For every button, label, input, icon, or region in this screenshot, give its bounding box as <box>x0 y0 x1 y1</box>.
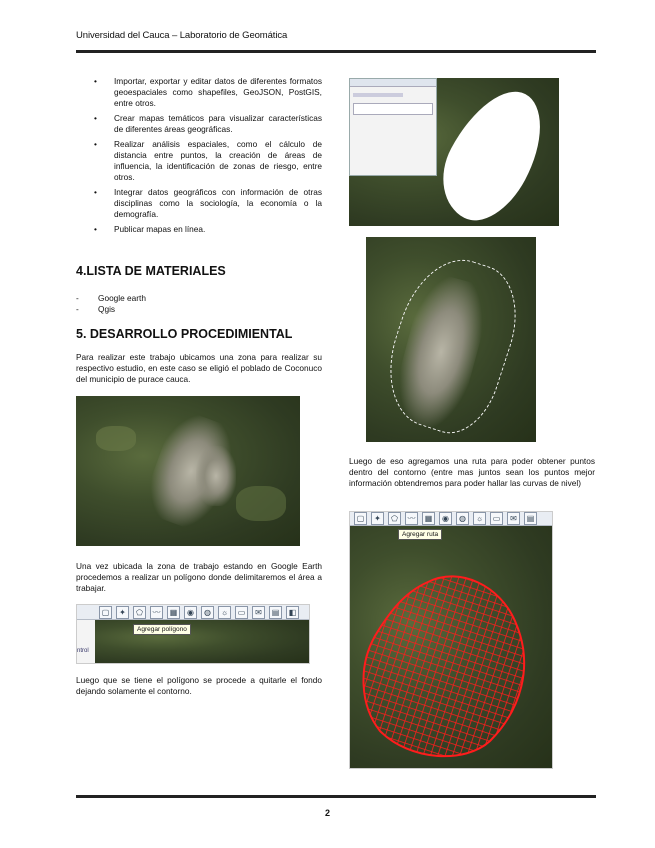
globe-icon: ◍ <box>201 606 214 619</box>
properties-dialog <box>349 78 437 176</box>
polygon-shape <box>425 78 559 226</box>
sun-icon: ☼ <box>218 606 231 619</box>
tour-icon: ◉ <box>439 512 452 525</box>
toolbar <box>350 512 552 526</box>
list-item: • Publicar mapas en línea. <box>94 224 322 235</box>
pin-icon: ✦ <box>116 606 129 619</box>
section-title-procedure: 5. DESARROLLO PROCEDIMIENTAL <box>76 327 293 341</box>
ruler-icon: ▭ <box>490 512 503 525</box>
list-item: • Importar, exportar y editar datos de diferentes formatos geoespaciales como shapefiles, GeoJSON, PostGIS, entre otros. <box>94 76 322 109</box>
overlay-icon: ▦ <box>167 606 180 619</box>
ruler-icon: ▭ <box>235 606 248 619</box>
side-panel-label: ntrol <box>77 648 89 654</box>
square-icon: ▢ <box>99 606 112 619</box>
toolbar <box>77 605 309 620</box>
page-number: 2 <box>324 808 330 818</box>
list-item: • Integrar datos geográficos con información de otras disciplinas como la sociología, la economía o la demografía. <box>94 187 322 220</box>
list-item: - Qgis <box>76 304 146 315</box>
route-grid-screenshot <box>349 511 553 769</box>
header-rule <box>76 50 596 53</box>
paragraph: Luego que se tiene el polígono se procede a quitarle el fondo dejando solamente el contorno. <box>76 675 322 696</box>
tooltip: Agregar polígono <box>133 624 191 635</box>
sun-icon: ☼ <box>473 512 486 525</box>
side-panel <box>77 620 95 663</box>
white-polygon-screenshot <box>349 78 559 226</box>
maps-icon: ◧ <box>286 606 299 619</box>
globe-icon: ◍ <box>456 512 469 525</box>
route-area <box>364 576 525 756</box>
route-grid <box>350 526 552 768</box>
polygon-outline-image <box>366 237 536 442</box>
paragraph: Para realizar este trabajo ubicamos una zona para realizar su respectivo estudio, en este caso se eligió el poblado de Coconuco del municipio de purace cauca. <box>76 352 322 384</box>
paragraph: Luego de eso agregamos una ruta para poder obtener puntos dentro del contorno (entre mas juntos sean los puntos mejor información obtendremos para poder hallar las curvas de nivel) <box>349 456 595 488</box>
list-item: - Google earth <box>76 293 146 304</box>
tour-icon: ◉ <box>184 606 197 619</box>
map-strip <box>95 620 309 663</box>
route-map <box>350 526 552 768</box>
print-icon: ▤ <box>269 606 282 619</box>
polygon-icon: ⬠ <box>133 606 146 619</box>
pin-icon: ✦ <box>371 512 384 525</box>
satellite-image-coconuco <box>76 396 300 546</box>
path-icon: 〰 <box>405 512 418 525</box>
page-header: Universidad del Cauca – Laboratorio de Geomática <box>76 30 288 41</box>
capabilities-list <box>94 76 322 239</box>
square-icon: ▢ <box>354 512 367 525</box>
tooltip: Agregar ruta <box>398 529 442 540</box>
section-title-materials: 4.LISTA DE MATERIALES <box>76 264 226 278</box>
polygon-icon: ⬠ <box>388 512 401 525</box>
email-icon: ✉ <box>252 606 265 619</box>
path-icon: 〰 <box>150 606 163 619</box>
email-icon: ✉ <box>507 512 520 525</box>
footer-rule <box>76 795 596 798</box>
print-icon: ▤ <box>524 512 537 525</box>
overlay-icon: ▦ <box>422 512 435 525</box>
google-earth-toolbar-screenshot <box>76 604 310 664</box>
list-item: • Crear mapas temáticos para visualizar características de diferentes áreas geográficas. <box>94 113 322 135</box>
paragraph: Una vez ubicada la zona de trabajo estando en Google Earth procedemos a realizar un polígono donde delimitaremos el área a trabajar. <box>76 561 322 593</box>
materials-list <box>76 293 146 315</box>
list-item: • Realizar análisis espaciales, como el cálculo de distancia entre puntos, la creación de áreas de influencia, la identificación de zonas de riesgo, entre otros. <box>94 139 322 183</box>
